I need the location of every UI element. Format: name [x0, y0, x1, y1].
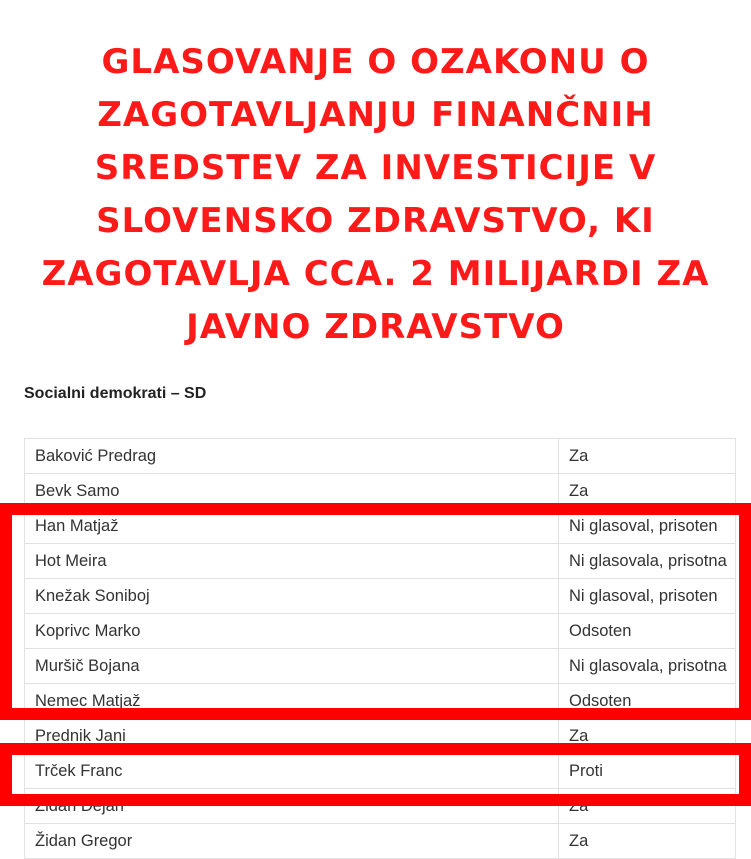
member-vote: Proti: [559, 754, 736, 789]
highlight-box-against: [0, 743, 751, 806]
member-vote: Odsoten: [559, 684, 736, 719]
member-name: Han Matjaž: [25, 509, 559, 544]
member-name: Trček Franc: [25, 754, 559, 789]
member-vote: Za: [559, 439, 736, 474]
member-vote: Ni glasovala, prisotna: [559, 544, 736, 579]
member-name: Knežak Soniboj: [25, 579, 559, 614]
member-vote: Ni glasoval, prisoten: [559, 509, 736, 544]
member-vote: Za: [559, 824, 736, 859]
member-name: Muršič Bojana: [25, 649, 559, 684]
member-vote: Za: [559, 789, 736, 824]
highlight-box-abstained: [0, 503, 751, 720]
table-row: [25, 824, 736, 859]
headline-line: SLOVENSKO ZDRAVSTVO, KI: [96, 201, 655, 241]
member-name: Koprivc Marko: [25, 614, 559, 649]
member-name: Baković Predrag: [25, 439, 559, 474]
member-vote: Za: [559, 719, 736, 754]
headline: [0, 36, 751, 354]
member-name: Židan Gregor: [25, 824, 559, 859]
headline-line: GLASOVANJE O OZAKONU O: [101, 42, 650, 82]
member-vote: Ni glasovala, prisotna: [559, 649, 736, 684]
member-name: Nemec Matjaž: [25, 684, 559, 719]
member-name: Židan Dejan: [25, 789, 559, 824]
member-vote: Za: [559, 474, 736, 509]
member-vote: Odsoten: [559, 614, 736, 649]
member-vote: Ni glasoval, prisoten: [559, 579, 736, 614]
headline-line: SREDSTEV ZA INVESTICIJE V: [94, 148, 657, 188]
member-name: Prednik Jani: [25, 719, 559, 754]
headline-line: ZAGOTAVLJANJU FINANČNIH: [97, 95, 654, 135]
party-heading: Socialni demokrati – SD: [24, 385, 207, 402]
member-name: Hot Meira: [25, 544, 559, 579]
headline-line: JAVNO ZDRAVSTVO: [186, 307, 565, 347]
member-name: Bevk Samo: [25, 474, 559, 509]
table-row: [25, 439, 736, 474]
headline-line: ZAGOTAVLJA CCA. 2 MILIJARDI ZA: [41, 254, 710, 294]
